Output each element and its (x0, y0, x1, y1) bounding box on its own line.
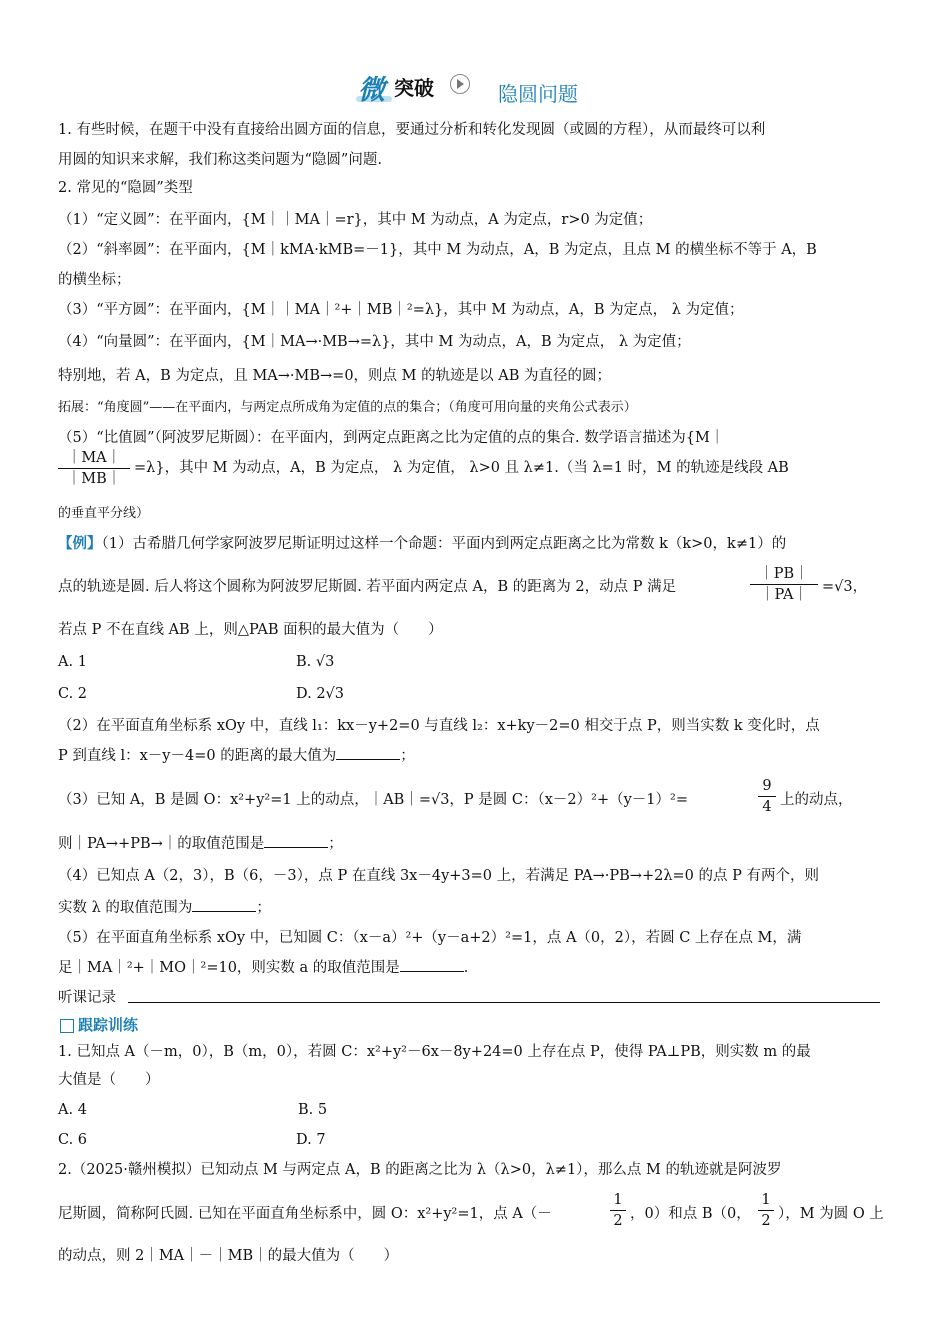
example-tag: 【例】 (58, 535, 102, 552)
type-3: （3）“平方圆”：在平面内，{M｜｜MA｜²+｜MB｜²=λ}，其中 M 为动点，A，B 为定点， λ 为定值； (58, 302, 744, 318)
example-q1-line-2: 点的轨迹是圆. 后人将这个圆称为阿波罗尼斯圆. 若平面内两定点 A，B 的距离为 2，动点 P 满足 (58, 579, 677, 595)
problem-2-line-3: 的动点，则 2｜MA｜－｜MB｜的最大值为（ ） (58, 1248, 399, 1264)
example-q1-text: （1）古希腊几何学家阿波罗尼斯证明过这样一个命题：平面内到两定点距离之比为常数 k（k>0，k≠1）的 (101, 536, 787, 552)
answer-blank[interactable] (264, 835, 328, 848)
answer-blank[interactable] (400, 959, 464, 972)
intro-line-1: 1. 有些时候，在题干中没有直接给出圆方面的信息，要通过分析和转化发现圆（或圆的方程），从而最终可以利 (58, 122, 766, 138)
q2-text: P 到直线 l：x－y－4=0 的距离的最大值为 (58, 748, 337, 764)
option-a: A. 1 (58, 654, 87, 670)
example-q3: （3）已知 A，B 是圆 O：x²+y²=1 上的动点，｜AB｜=√3，P 是圆 C：（x－2）²+（y－1）²= (58, 792, 688, 808)
type-2-cont: 的横坐标； (58, 272, 131, 288)
example-q2: （2）在平面直角坐标系 xOy 中，直线 l₁：kx－y+2=0 与直线 l₂：x+ky－2=0 相交于点 P，则当实数 k 变化时，点 (58, 718, 820, 734)
fraction-denominator: 2 (761, 1213, 771, 1229)
p1-option-a: A. 4 (58, 1102, 87, 1118)
type-4-special: 特别地，若 A，B 为定点，且 MA→·MB→=0，则点 M 的轨迹是以 AB 为直径的圆； (58, 368, 611, 384)
q1-tail: =√3， (822, 579, 868, 595)
logo-label: 突破 (394, 76, 434, 100)
type-4: （4）“向量圆”：在平面内，{M｜MA→·MB→=λ}，其中 M 为动点，A，B 为定点， λ 为定值； (58, 334, 691, 350)
q1-fraction (750, 564, 818, 605)
fraction-numerator: 9 (758, 776, 776, 797)
tracking-box-icon (60, 1019, 74, 1033)
fraction-numerator: 1 (610, 1190, 626, 1211)
option-b: B. √3 (296, 654, 335, 670)
q3-fraction (758, 776, 776, 817)
record-line[interactable] (128, 1002, 880, 1003)
extension: 拓展：“角度圆”——在平面内，与两定点所成角为定值的点的集合；（角度可用向量的夹角公式表示） (58, 400, 637, 415)
intro-line-2: 用圆的知识来求解，我们称这类问题为“隐圆”问题. (58, 152, 382, 168)
fraction-denominator: 2 (613, 1213, 623, 1229)
example-q4: （4）已知点 A（2，3），B（6，－3），点 P 在直线 3x－4y+3=0 上，若满足 PA→·PB→+2λ=0 的点 P 有两个，则 (58, 868, 819, 884)
option-d: D. 2√3 (296, 686, 345, 702)
type-5: （5）“比值圆”（阿波罗尼斯圆）：在平面内，到两定点距离之比为定值的点的集合. 数学语言描述为{M｜ (58, 430, 725, 446)
fraction-numerator: ｜MA｜ (58, 448, 130, 469)
example-q3-line-2 (58, 834, 343, 854)
answer-blank[interactable] (192, 899, 256, 912)
example-q4-line-2 (58, 898, 271, 918)
problem-2: 2.（2025·赣州模拟）已知动点 M 与两定点 A，B 的距离之比为 λ（λ>0，λ≠1），那么点 M 的轨迹就是阿波罗 (58, 1162, 782, 1178)
fraction-denominator: 4 (762, 799, 772, 815)
logo-char: 微 (358, 75, 384, 106)
p1-option-d: D. 7 (296, 1132, 326, 1148)
example-q2-line-2 (58, 746, 415, 766)
problem-1-line-2: 大值是（ ） (58, 1072, 160, 1088)
q5-end: . (463, 960, 469, 976)
record-label: 听课记录 (58, 990, 116, 1006)
option-c: C. 2 (58, 686, 88, 702)
type-5-end: 的垂直平分线） (58, 506, 150, 521)
q4-end: ； (256, 900, 271, 916)
type-2: （2）“斜率圆”：在平面内，{M｜kMA·kMB=－1}，其中 M 为动点，A，B 为定点，且点 M 的横坐标不等于 A，B (58, 242, 817, 258)
fraction-denominator: ｜MB｜ (66, 471, 122, 487)
p2-tail: ），M 为圆 O 上 (778, 1206, 884, 1222)
intro-line-3: 2. 常见的“隐圆”类型 (58, 180, 193, 196)
tracking-title: 跟踪训练 (78, 1016, 139, 1034)
fraction-numerator: 1 (758, 1190, 774, 1211)
ratio-fraction (58, 448, 130, 489)
p1-option-c: C. 6 (58, 1132, 88, 1148)
fraction-denominator: ｜PA｜ (760, 587, 808, 603)
q3-tail: 上的动点， (780, 792, 853, 808)
type-5-cont: =λ}，其中 M 为动点，A，B 为定点， λ 为定值， λ>0 且 λ≠1.（当 λ=1 时，M 的轨迹是线段 AB (134, 460, 789, 476)
q3-end: ； (328, 836, 343, 852)
p2-fraction-2 (758, 1190, 774, 1231)
example-q1-line-3: 若点 P 不在直线 AB 上，则△PAB 面积的最大值为（ ） (58, 622, 443, 638)
section-title: 隐圆问题 (498, 82, 578, 106)
example-q1 (58, 534, 786, 554)
problem-2-line-2: 尼斯圆，简称阿氏圆. 已知在平面直角坐标系中，圆 O：x²+y²=1，点 A（－ (58, 1206, 552, 1222)
q3-text: 则｜PA→+PB→｜的取值范围是 (58, 836, 265, 852)
example-q5-line-2 (58, 958, 468, 978)
p2-fraction-1 (610, 1190, 626, 1231)
p1-option-b: B. 5 (298, 1102, 328, 1118)
play-icon (450, 74, 470, 94)
q2-end: ； (400, 748, 415, 764)
fraction-numerator: ｜PB｜ (750, 564, 818, 585)
p2-mid: ，0）和点 B（0， (630, 1206, 751, 1222)
example-q5: （5）在平面直角坐标系 xOy 中，已知圆 C：（x－a）²+（y－a+2）²=1，点 A（0，2），若圆 C 上存在点 M，满 (58, 930, 802, 946)
type-1: （1）“定义圆”：在平面内，{M｜｜MA｜=r}，其中 M 为动点，A 为定点，r>0 为定值； (58, 212, 653, 228)
answer-blank[interactable] (336, 747, 400, 760)
q4-text: 实数 λ 的取值范围为 (58, 900, 193, 916)
problem-1: 1. 已知点 A（－m，0），B（m，0），若圆 C：x²+y²－6x－8y+24=0 上存在点 P，使得 PA⊥PB，则实数 m 的最 (58, 1044, 811, 1060)
q5-text: 足｜MA｜²+｜MO｜²=10，则实数 a 的取值范围是 (58, 960, 400, 976)
section-header (300, 66, 660, 110)
